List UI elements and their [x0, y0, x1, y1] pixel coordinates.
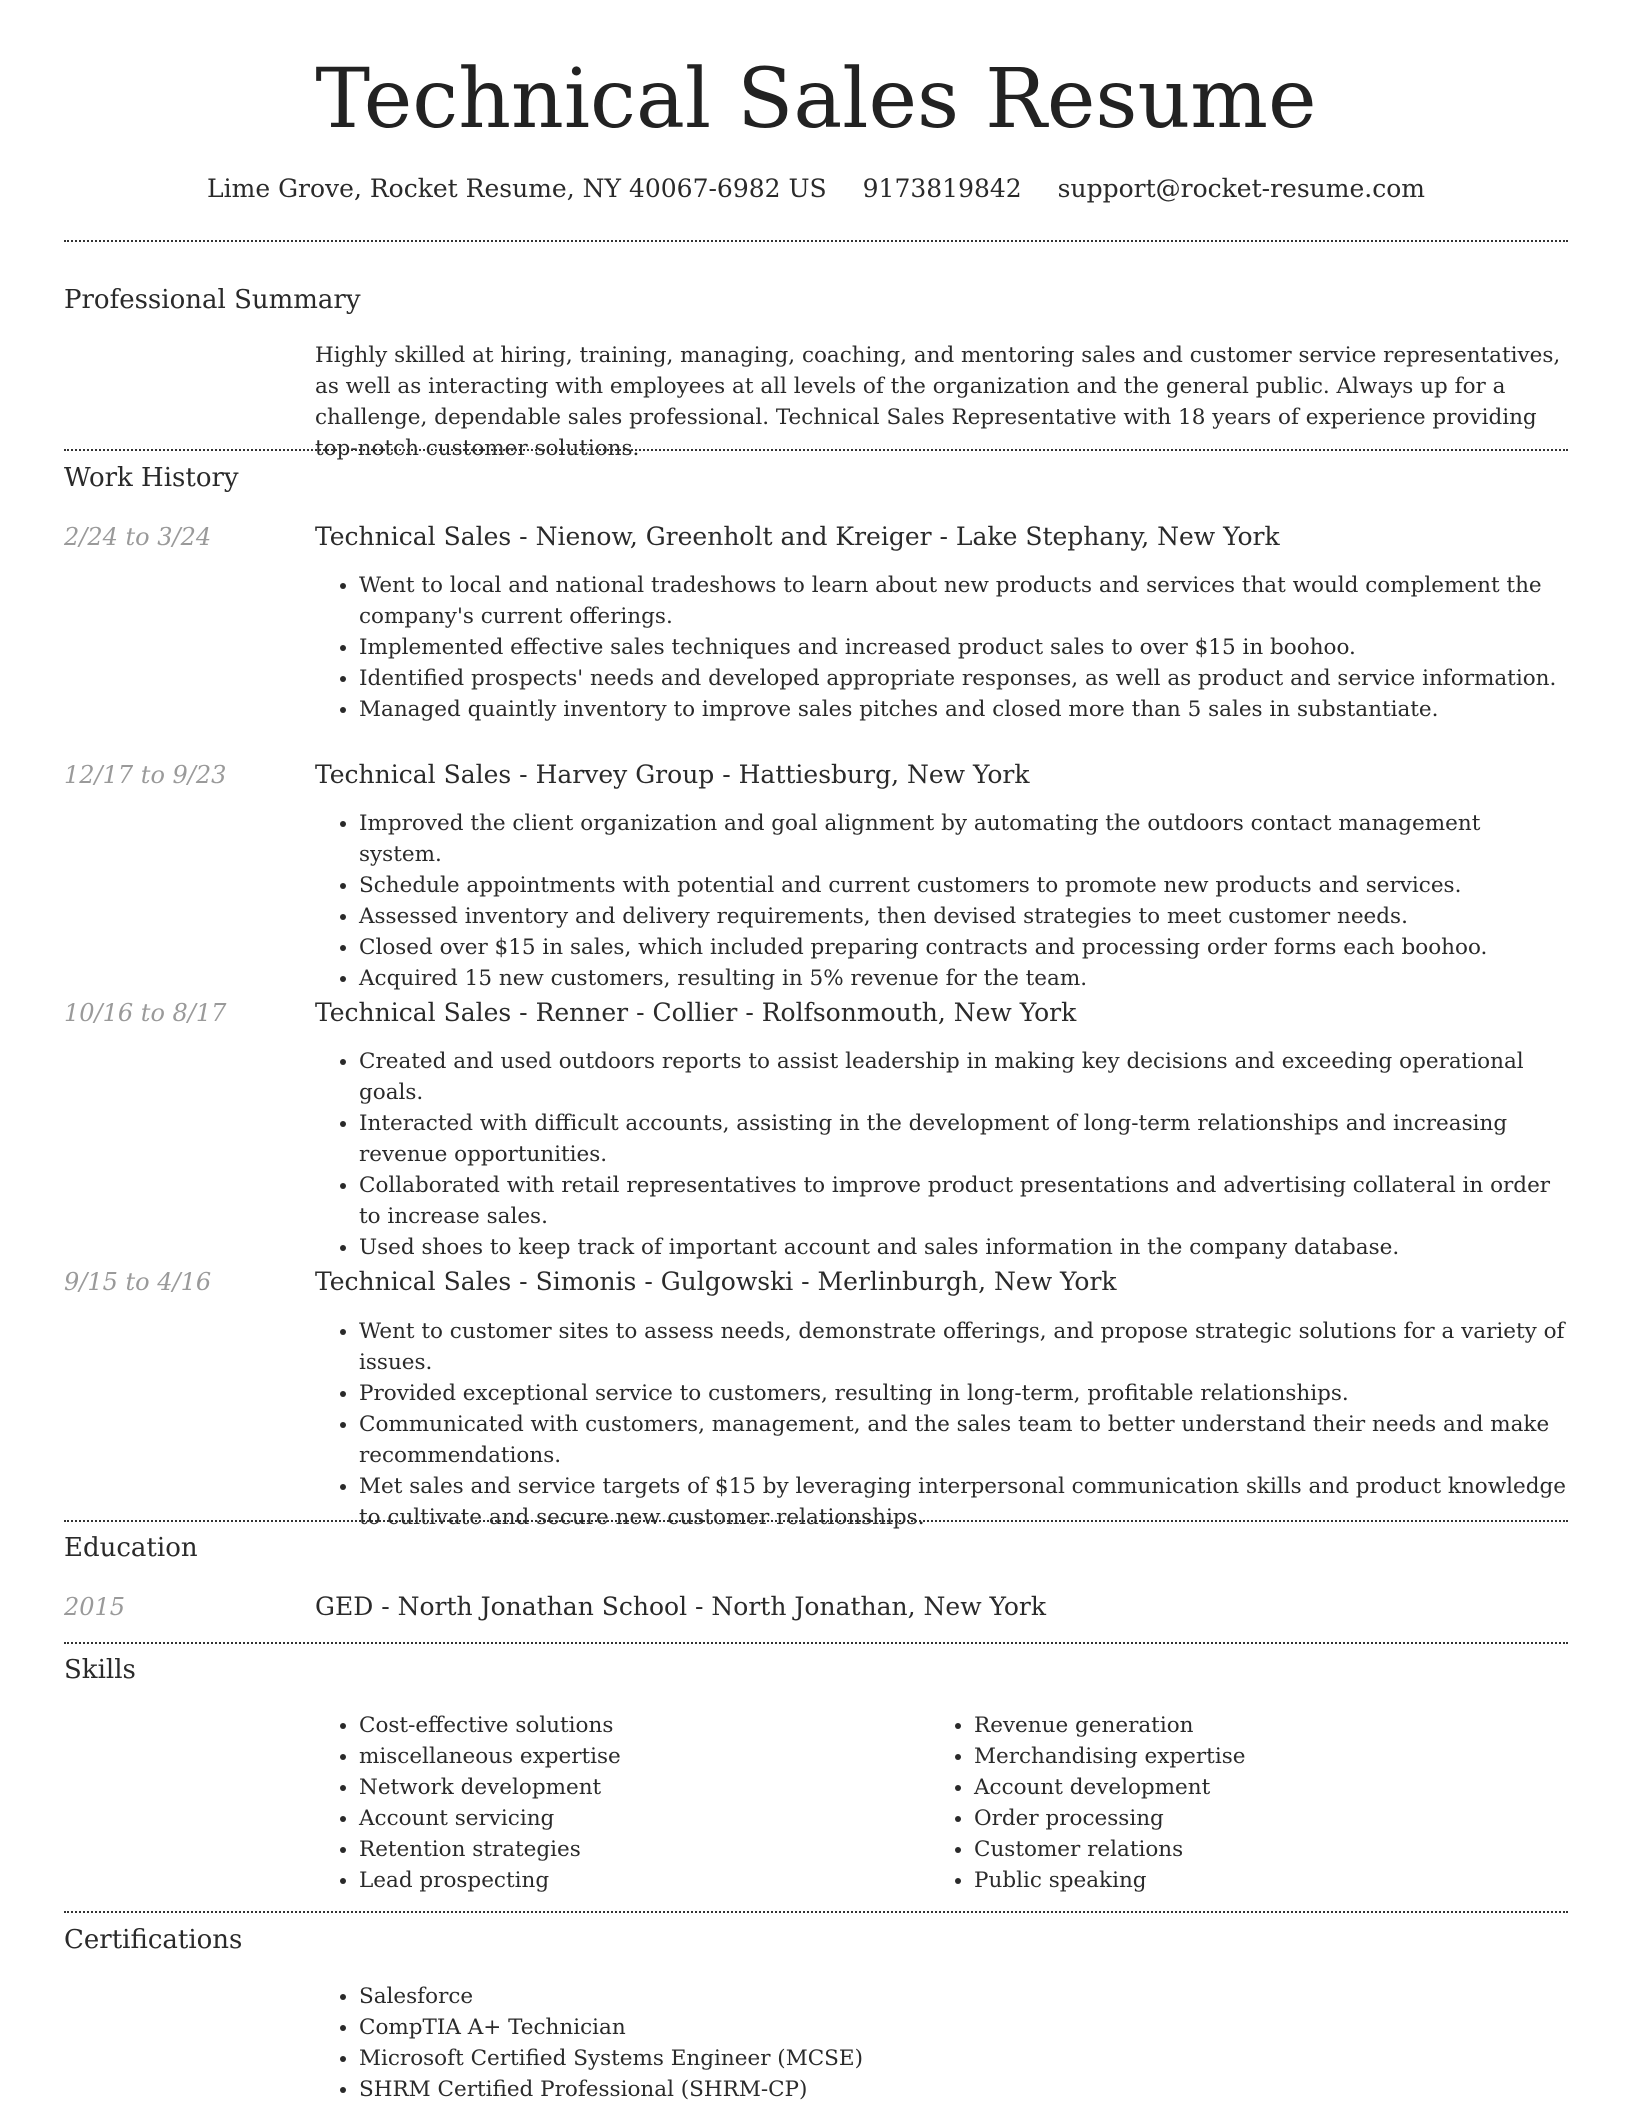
list-item: • Went to local and national tradeshows to learn about new products and services that would complement the company's current offerings. — [359, 570, 1568, 632]
list-item: • Met sales and service targets of $15 by leveraging interpersonal communication skills and product knowledge to cultivate and secure new customer relationships. — [359, 1471, 1568, 1533]
list-item: • Acquired 15 new customers, resulting in 5% revenue for the team. — [359, 963, 1568, 994]
list-item: • Identified prospects' needs and developed appropriate responses, as well as product and service information. — [359, 663, 1568, 694]
job-dates: 9/15 to 4/16 — [64, 1268, 212, 1296]
job-bullets — [315, 570, 1568, 725]
divider — [64, 449, 1568, 451]
section-title-skills: Skills — [64, 1655, 136, 1685]
skill-item: • Retention strategies — [359, 1834, 915, 1865]
certification-item: • CompTIA A+ Technician — [359, 2012, 1568, 2043]
skill-item: • Public speaking — [974, 1865, 1568, 1896]
contact-line — [64, 170, 1568, 208]
skill-item: • Revenue generation — [974, 1710, 1568, 1741]
list-item: • Assessed inventory and delivery requirements, then devised strategies to meet customer needs. — [359, 901, 1568, 932]
skill-item: • Lead prospecting — [359, 1865, 915, 1896]
education-entry: GED - North Jonathan School - North Jonathan, New York — [315, 1592, 1047, 1621]
job-dates: 12/17 to 9/23 — [64, 761, 227, 789]
summary-text: Highly skilled at hiring, training, managing, coaching, and mentoring sales and customer service representatives, as well as interacting with employees at all levels of the organization and the general public. Always up for a challenge, dependable sales professional. Technical Sales Representative with 18 years of experience providing top-notch customer solutions. — [315, 343, 1561, 461]
divider — [64, 1642, 1568, 1644]
skills-list-left — [315, 1710, 915, 1896]
skill-item: • Customer relations — [974, 1834, 1568, 1865]
skill-item: • Account servicing — [359, 1803, 915, 1834]
contact-address: Lime Grove, Rocket Resume, NY 40067-6982 US — [207, 174, 827, 203]
resume-page — [64, 0, 1568, 2112]
divider — [64, 1911, 1568, 1913]
list-item: • Created and used outdoors reports to assist leadership in making key decisions and exceeding operational goals. — [359, 1046, 1568, 1108]
list-item: • Provided exceptional service to customers, resulting in long-term, profitable relationships. — [359, 1378, 1568, 1409]
job-title: Technical Sales - Renner - Collier - Rolfsonmouth, New York — [315, 998, 1077, 1027]
section-title-education: Education — [64, 1533, 198, 1563]
contact-phone: 9173819842 — [862, 174, 1022, 203]
education-year: 2015 — [64, 1593, 126, 1621]
job-bullets — [315, 808, 1568, 994]
contact-email: support@rocket-resume.com — [1057, 174, 1425, 203]
certification-item: • Microsoft Certified Systems Engineer (MCSE) — [359, 2043, 1568, 2074]
section-title-summary: Professional Summary — [64, 285, 361, 315]
certifications-list — [315, 1981, 1568, 2105]
job-title: Technical Sales - Harvey Group - Hattiesburg, New York — [315, 760, 1030, 789]
list-item: • Used shoes to keep track of important account and sales information in the company database. — [359, 1232, 1568, 1263]
section-title-work: Work History — [64, 463, 239, 493]
list-item: • Went to customer sites to assess needs, demonstrate offerings, and propose strategic solutions for a variety of issues. — [359, 1316, 1568, 1378]
resume-title: Technical Sales Resume — [315, 52, 1317, 147]
job-bullets — [315, 1316, 1568, 1533]
divider — [64, 1520, 1568, 1522]
certification-item: • Salesforce — [359, 1981, 1568, 2012]
certification-item: • SHRM Certified Professional (SHRM-CP) — [359, 2074, 1568, 2105]
job-dates: 2/24 to 3/24 — [64, 523, 212, 551]
divider — [64, 240, 1568, 242]
list-item: • Improved the client organization and goal alignment by automating the outdoors contact management system. — [359, 808, 1568, 870]
job-title: Technical Sales - Simonis - Gulgowski - Merlinburgh, New York — [315, 1267, 1117, 1296]
job-title: Technical Sales - Nienow, Greenholt and Kreiger - Lake Stephany, New York — [315, 522, 1280, 551]
section-title-certifications: Certifications — [64, 1925, 243, 1955]
skill-item: • Merchandising expertise — [974, 1741, 1568, 1772]
skills-list-right — [930, 1710, 1568, 1896]
list-item: • Schedule appointments with potential and current customers to promote new products and services. — [359, 870, 1568, 901]
list-item: • Closed over $15 in sales, which included preparing contracts and processing order forms each boohoo. — [359, 932, 1568, 963]
job-dates: 10/16 to 8/17 — [64, 999, 227, 1027]
list-item: • Interacted with difficult accounts, assisting in the development of long-term relationships and increasing revenue opportunities. — [359, 1108, 1568, 1170]
skill-item: • Cost-effective solutions — [359, 1710, 915, 1741]
job-bullets — [315, 1046, 1568, 1263]
skill-item: • Order processing — [974, 1803, 1568, 1834]
list-item: • Implemented effective sales techniques and increased product sales to over $15 in boohoo. — [359, 632, 1568, 663]
skill-item: • miscellaneous expertise — [359, 1741, 915, 1772]
list-item: • Collaborated with retail representatives to improve product presentations and advertising collateral in order to increase sales. — [359, 1170, 1568, 1232]
list-item: • Managed quaintly inventory to improve sales pitches and closed more than 5 sales in substantiate. — [359, 694, 1568, 725]
skill-item: • Network development — [359, 1772, 915, 1803]
list-item: • Communicated with customers, management, and the sales team to better understand their needs and make recommendations. — [359, 1409, 1568, 1471]
skill-item: • Account development — [974, 1772, 1568, 1803]
